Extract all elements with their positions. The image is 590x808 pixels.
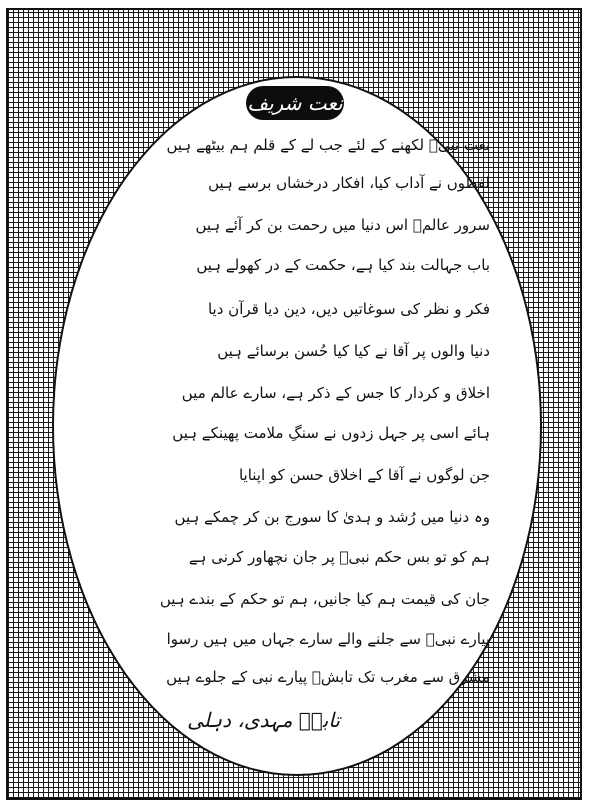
page-title: نعت شریف (246, 86, 344, 120)
verse-line: ہم کو تو بس حکم نبیؐ پر جان نچھاور کرنی ہے (188, 548, 490, 566)
author-signature: تابشؔ مہدی، دہلی (187, 708, 340, 732)
verse-line: فکر و نظر کی سوغاتیں دیں، دین دیا قرآن دیا (207, 300, 490, 318)
verse-line: جان کی قیمت ہم کیا جانیں، ہم تو حکم کے بندے ہیں (159, 590, 490, 608)
verse-line: باب جہالت بند کیا ہے، حکمت کے در کھولے ہیں (196, 256, 490, 274)
verse-line: لفظوں نے آداب کیا، افکار درخشاں برسے ہیں (208, 174, 490, 192)
verse-line: جن لوگوں نے آقا کے اخلاق حسن کو اپنایا (238, 466, 490, 484)
verse-line: دنیا والوں پر آقا نے کیا کیا حُسن برسائے ہیں (217, 342, 490, 360)
verse-line: پیارے نبیؐ سے جلنے والے سارے جہاں میں ہیں رسوا (166, 630, 490, 648)
verse-line: اخلاق و کردار کا جس کے ذکر ہے، سارے عالم میں (181, 384, 490, 402)
verse-line: مشرق سے مغرب تک تابشؔ پیارے نبی کے جلوے ہیں (166, 668, 490, 686)
verse-line: سرور عالمؐ اس دنیا میں رحمت بن کر آئے ہیں (195, 216, 490, 234)
verse-line: ہائے اسی پر جہل زدوں نے سنگِ ملامت پھینکے ہیں (172, 424, 490, 442)
verse-line: وہ دنیا میں رُشد و ہدیٰ کا سورج بن کر چمکے ہیں (174, 508, 490, 526)
verse-line: نعت نبیؐ لکھنے کے لئے جب لے کے قلم ہم بیٹھے ہیں (166, 136, 490, 154)
